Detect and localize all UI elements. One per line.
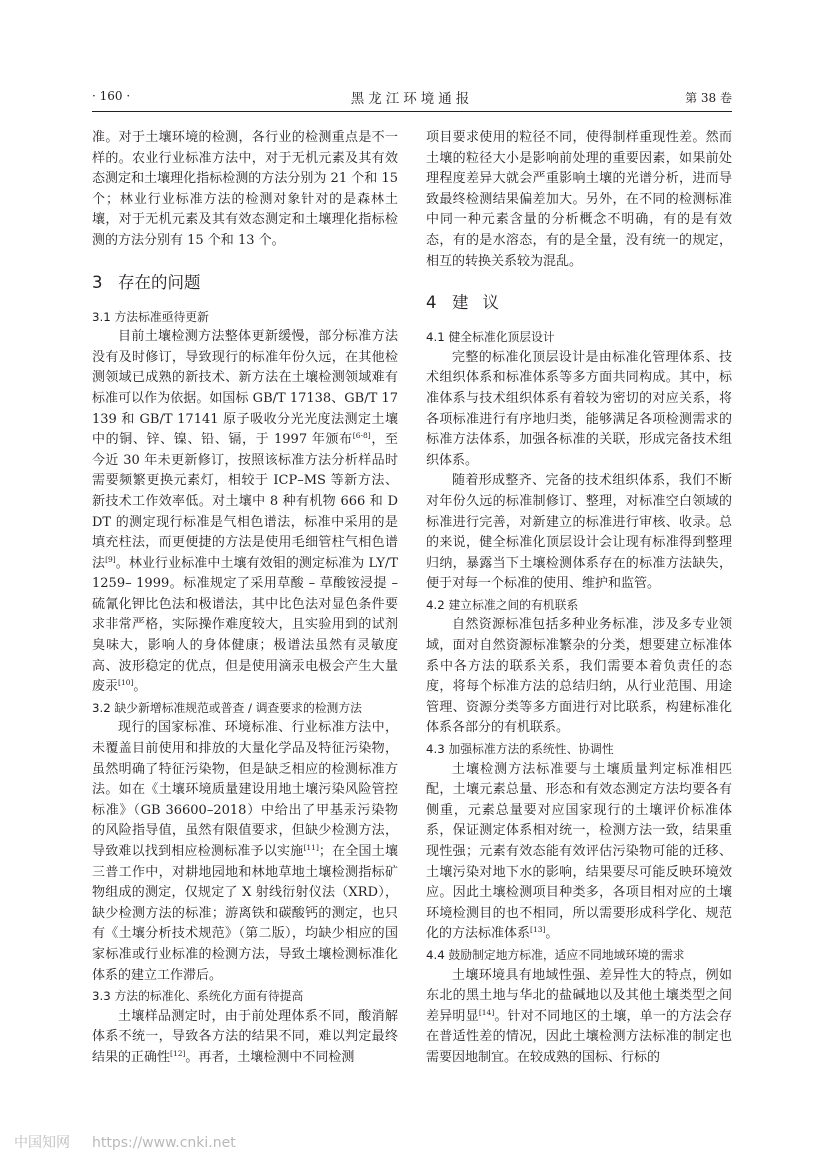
- running-header: [92, 86, 732, 108]
- volume-label: 第 38 卷: [685, 91, 732, 105]
- subsection-4-4-paragraph: [426, 966, 732, 1069]
- text-run: 。林业行业标准中土壤有效钼的测定标准为 LY/T 1259– 1999。标准规定了采用草酸 – 草酸铵浸提 – 硫氰化钾比色法和极谱法，其中比色法对显色条件要求非常严格，实际操作难度较大，且实验用到的试剂臭味大，影响人的身体健康；极谱法虽然有灵敏度高、波形稳定的优点，但是使用滴汞电极会产生大量废汞: [92, 555, 398, 695]
- right-column: [426, 128, 732, 1069]
- section-3-heading: [92, 272, 398, 294]
- text-run: 。再者，土壤检测中不同检测: [185, 1049, 355, 1065]
- section-3-number: 3: [92, 272, 103, 292]
- subsection-4-2-paragraph: 自然资源标准包括多种业务标准，涉及多专业领域，面对自然资源标准繁杂的分类，想要建立标准体系中各方法的联系关系，我们需要本着负责任的态度，将每个标准方法的总结归纳，从行业范围、用途管理、资源分类等多方面进行对比联系，构建标准化体系各部分的有机联系。: [426, 617, 732, 736]
- citation-ref: [10]: [118, 678, 134, 688]
- section-3-title: 存在的问题: [118, 272, 201, 292]
- subsection-4-1-paragraph-1: 完整的标准化顶层设计是由标准化管理体系、技术组织体系和标准体系等多方面共同构成。其中，标准体系与技术组织体系有着较为密切的对应关系，将各项标准进行有序地归类，能够满足各项检测需求的标准方法体系，加强各标准的关联，形成完备技术组织体系。: [426, 349, 732, 468]
- page-number: · 160 ·: [92, 89, 131, 103]
- subsection-3-2-paragraph: [92, 718, 398, 986]
- text-run: 土壤样品测定时，由于前处理体系不同，酸消解体系不统一，导致各方法的结果不同，难以判定最终结果的正确性: [92, 1008, 398, 1065]
- text-run: 目前土壤检测方法整体更新缓慢，部分标准方法没有及时修订，导致现行的标准年份久远，在其他检测领域已成熟的新技术、新方法在土壤检测领域难有标准可以作为依据。如国标 GB/T 17138、GB/T 17139 和 GB/T 17141 原子吸收分光光度法测定土壤中的铜、锌、镍、铅、镉，于 1997 年颁布: [92, 329, 398, 448]
- subsection-3-3-title: 3.3 方法的标准化、系统化方面有待提高: [92, 989, 304, 1004]
- subsection-4-3-paragraph: [426, 760, 732, 945]
- citation-ref: [11]: [303, 843, 319, 852]
- subsection-3-3-paragraph: [92, 1007, 398, 1069]
- journal-title: 黑龙江环境通报: [350, 91, 474, 107]
- subsection-4-1-title: 4.1 健全标准化顶层设计: [426, 330, 555, 345]
- text-run: 土壤环境具有地域性强、差异性大的特点，例如东北的黑土地与华北的盐碱地以及其他土壤类型之间差异明显: [426, 967, 732, 1024]
- section-4-title: 建议: [452, 293, 513, 313]
- subsection-4-3-title: 4.3 加强标准方法的系统性、协调性: [426, 742, 614, 757]
- subsection-4-1-paragraph-2: 随着形成整齐、完备的技术组织体系，我们不断对年份久远的标准制修订、整理，对标准空白领域的标准进行完善，对新建立的标准进行审核、收录。总的来说，健全标准化顶层设计会让现有标准得到整理归纳，暴露当下土壤检测体系存在的标准方法缺失，便于对每一个标准的使用、维护和监管。: [426, 473, 732, 592]
- cnki-watermark: [14, 1132, 236, 1152]
- text-run: 。针对不同地区的土壤，单一的方法会存在普适性差的情况，因此土壤检测方法标准的制定也需要因地制宜。在较成熟的国标、行标的: [426, 1008, 732, 1065]
- subsection-4-4-title: 4.4 鼓励制定地方标准，适应不同地域环境的需求: [426, 947, 685, 962]
- intro-paragraph: 准。对于土壤环境的检测，各行业的检测重点是不一样的。农业行业标准方法中，对于无机元素及其有效态测定和土壤理化指标检测的方法分别为 21 个和 15 个；林业行业标准方法的检测对象针对的是森林土壤，对于无机元素及其有效态测定和土壤理化指标检测的方法分别有 15 个和 13 个。: [92, 130, 398, 248]
- subsection-3-2-title: 3.2 缺少新增标准规范或普查 / 调查要求的检测方法: [92, 700, 362, 715]
- text-run: 。: [545, 926, 559, 942]
- cnki-url: https://www.cnki.net: [92, 1135, 236, 1151]
- header-rule: [92, 111, 732, 112]
- citation-ref: [9]: [105, 554, 116, 564]
- section-4-number: 4: [426, 293, 451, 313]
- citation-ref: [12]: [170, 1048, 186, 1058]
- text-run: ；在全国土壤三普工作中，对耕地园地和林地草地土壤检测指标矿物组成的测定，仅规定了 X 射线衍射仪法（XRD），缺少检测方法的标准；游离铁和碳酸钙的测定，也只有《土壤分析技术规范》（第二版），均缺少相应的国家标准或行业标准的检测方法，导致土壤检测标准化体系的建立工作滞后。: [92, 844, 398, 983]
- subsection-4-2-title: 4.2 建立标准之间的有机联系: [426, 597, 579, 612]
- text-run: 。: [133, 679, 147, 695]
- text-run: 现行的国家标准、环境标准、行业标准方法中，未覆盖目前使用和排放的大量化学品及特征污染物，虽然明确了特征污染物，但是缺乏相应的检测标准方法。如在《土壤环境质量建设用地土壤污染风险管控标准》（GB 36600–2018）中给出了甲基汞污染物的风险指导值，虽然有限值要求，但缺少检测方法，导致难以找到相应检测标准予以实施: [92, 720, 398, 859]
- text-run: 土壤检测方法标准要与土壤质量判定标准相匹配，土壤元素总量、形态和有效态测定方法均要各有侧重，元素总量要对应国家现行的土壤评价标准体系，保证测定体系相对统一，检测方法一致，结果重现性强；元素有效态能有效评估污染物可能的迁移、土壤污染对地下水的影响，结果要尽可能反映环境效应。因此土壤检测项目种类多，各项目相对应的土壤环境检测目的也不相同，所以需要形成科学化、规范化的方法标准体系: [426, 761, 732, 942]
- section-4-heading: [426, 292, 732, 314]
- text-run: ，至今近 30 年未更新修订，按照该标准方法分析样品时需要频繁更换元素灯，相较于 ICP–MS 等新方法、新技术工作效率低。对土壤中 8 种有机物 666 和 DDT 的测定现行标准是气相色谱法，标准中采用的是填充柱法，而更便捷的方法是使用毛细管柱气相色谱法: [92, 432, 398, 571]
- cnki-brand: 中国知网: [14, 1135, 70, 1151]
- continuation-paragraph: 项目要求使用的粒径不同，使得制样重现性差。然而土壤的粒径大小是影响前处理的重要因素，如果前处理程度差异大就会严重影响土壤的光谱分析，进而导致最终检测结果偏差加大。另外，在不同的检测标准中同一种元素含量的分析概念不明确，有的是有效态，有的是水溶态，有的是全量，没有统一的规定，相互的转换关系较为混乱。: [426, 130, 732, 269]
- citation-ref: [13]: [530, 925, 546, 935]
- left-column: [92, 128, 398, 1069]
- subsection-3-1-paragraph: [92, 327, 398, 698]
- citation-ref: [14]: [478, 1007, 495, 1017]
- subsection-3-1-title: 3.1 方法标准亟待更新: [92, 309, 209, 324]
- citation-ref: [6-8]: [352, 431, 371, 441]
